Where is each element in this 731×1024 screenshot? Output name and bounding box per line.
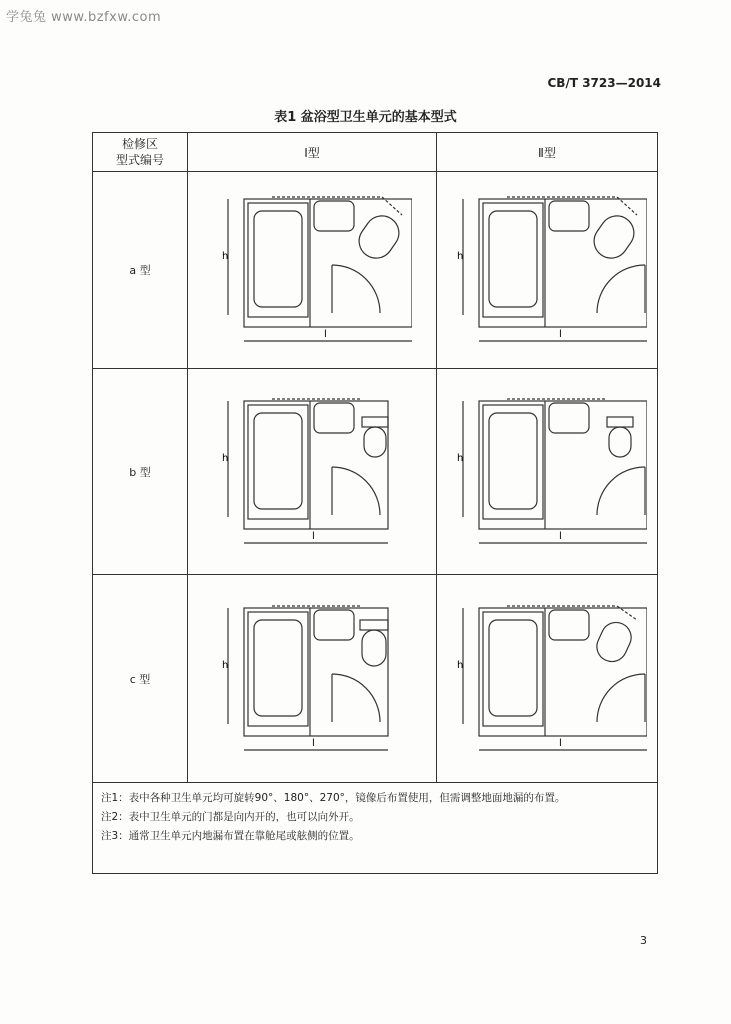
plan-cell xyxy=(188,369,437,575)
standard-code: CB/T 3723—2014 xyxy=(547,76,661,90)
note-3: 注3：通常卫生单元内地漏布置在靠舱尾或舷侧的位置。 xyxy=(101,830,360,842)
table-header-row xyxy=(93,133,658,172)
floor-plan-a-type1 xyxy=(212,185,412,355)
header-row-label xyxy=(93,133,188,172)
table-title: 表1 盆浴型卫生单元的基本型式 xyxy=(274,110,457,125)
plan-cell xyxy=(437,575,658,783)
floor-plan-a-type2 xyxy=(447,185,647,355)
floor-plan-b-type1 xyxy=(212,387,412,557)
note-1: 注1：表中各种卫生单元均可旋转90°、180°、270°，镜像后布置使用，但需调整地面地漏的布置。 xyxy=(101,792,566,804)
row-label-c: c 型 xyxy=(93,575,188,783)
header-label-bottom: 型式编号 xyxy=(115,153,164,167)
layout-table xyxy=(92,132,658,874)
table-row-c xyxy=(93,575,658,783)
watermark: 学兔兔 www.bzfxw.com xyxy=(6,10,162,25)
dim-length-label: l xyxy=(559,737,562,749)
dim-length-label: l xyxy=(324,329,327,340)
dim-length-label: l xyxy=(559,530,562,542)
table-notes-row xyxy=(93,783,658,874)
plan-cell xyxy=(188,172,437,369)
row-label-b: b 型 xyxy=(93,369,188,575)
dim-height-label: h xyxy=(457,251,464,262)
notes-cell xyxy=(93,783,658,874)
header-label-top: 检修区 xyxy=(121,137,158,151)
dim-length-label: l xyxy=(559,329,562,340)
table-row-a xyxy=(93,172,658,369)
floor-plan-c-type2 xyxy=(447,594,647,764)
dim-height-label: h xyxy=(222,251,229,262)
dim-length-label: l xyxy=(312,530,315,542)
plan-cell xyxy=(437,172,658,369)
table-row-b xyxy=(93,369,658,575)
row-label-a: a 型 xyxy=(93,172,188,369)
dim-height-label: h xyxy=(222,452,229,464)
page-number: 3 xyxy=(640,934,647,947)
dim-height-label: h xyxy=(457,452,464,464)
plan-cell xyxy=(437,369,658,575)
dim-length-label: l xyxy=(312,737,315,749)
floor-plan-b-type2 xyxy=(447,387,647,557)
plan-cell xyxy=(188,575,437,783)
dim-height-label: h xyxy=(222,659,229,671)
floor-plan-c-type1 xyxy=(212,594,412,764)
header-type-2: Ⅱ型 xyxy=(437,133,658,172)
note-2: 注2：表中卫生单元的门都是向内开的，也可以向外开。 xyxy=(101,811,360,823)
header-type-1: Ⅰ型 xyxy=(188,133,437,172)
dim-height-label: h xyxy=(457,659,464,671)
